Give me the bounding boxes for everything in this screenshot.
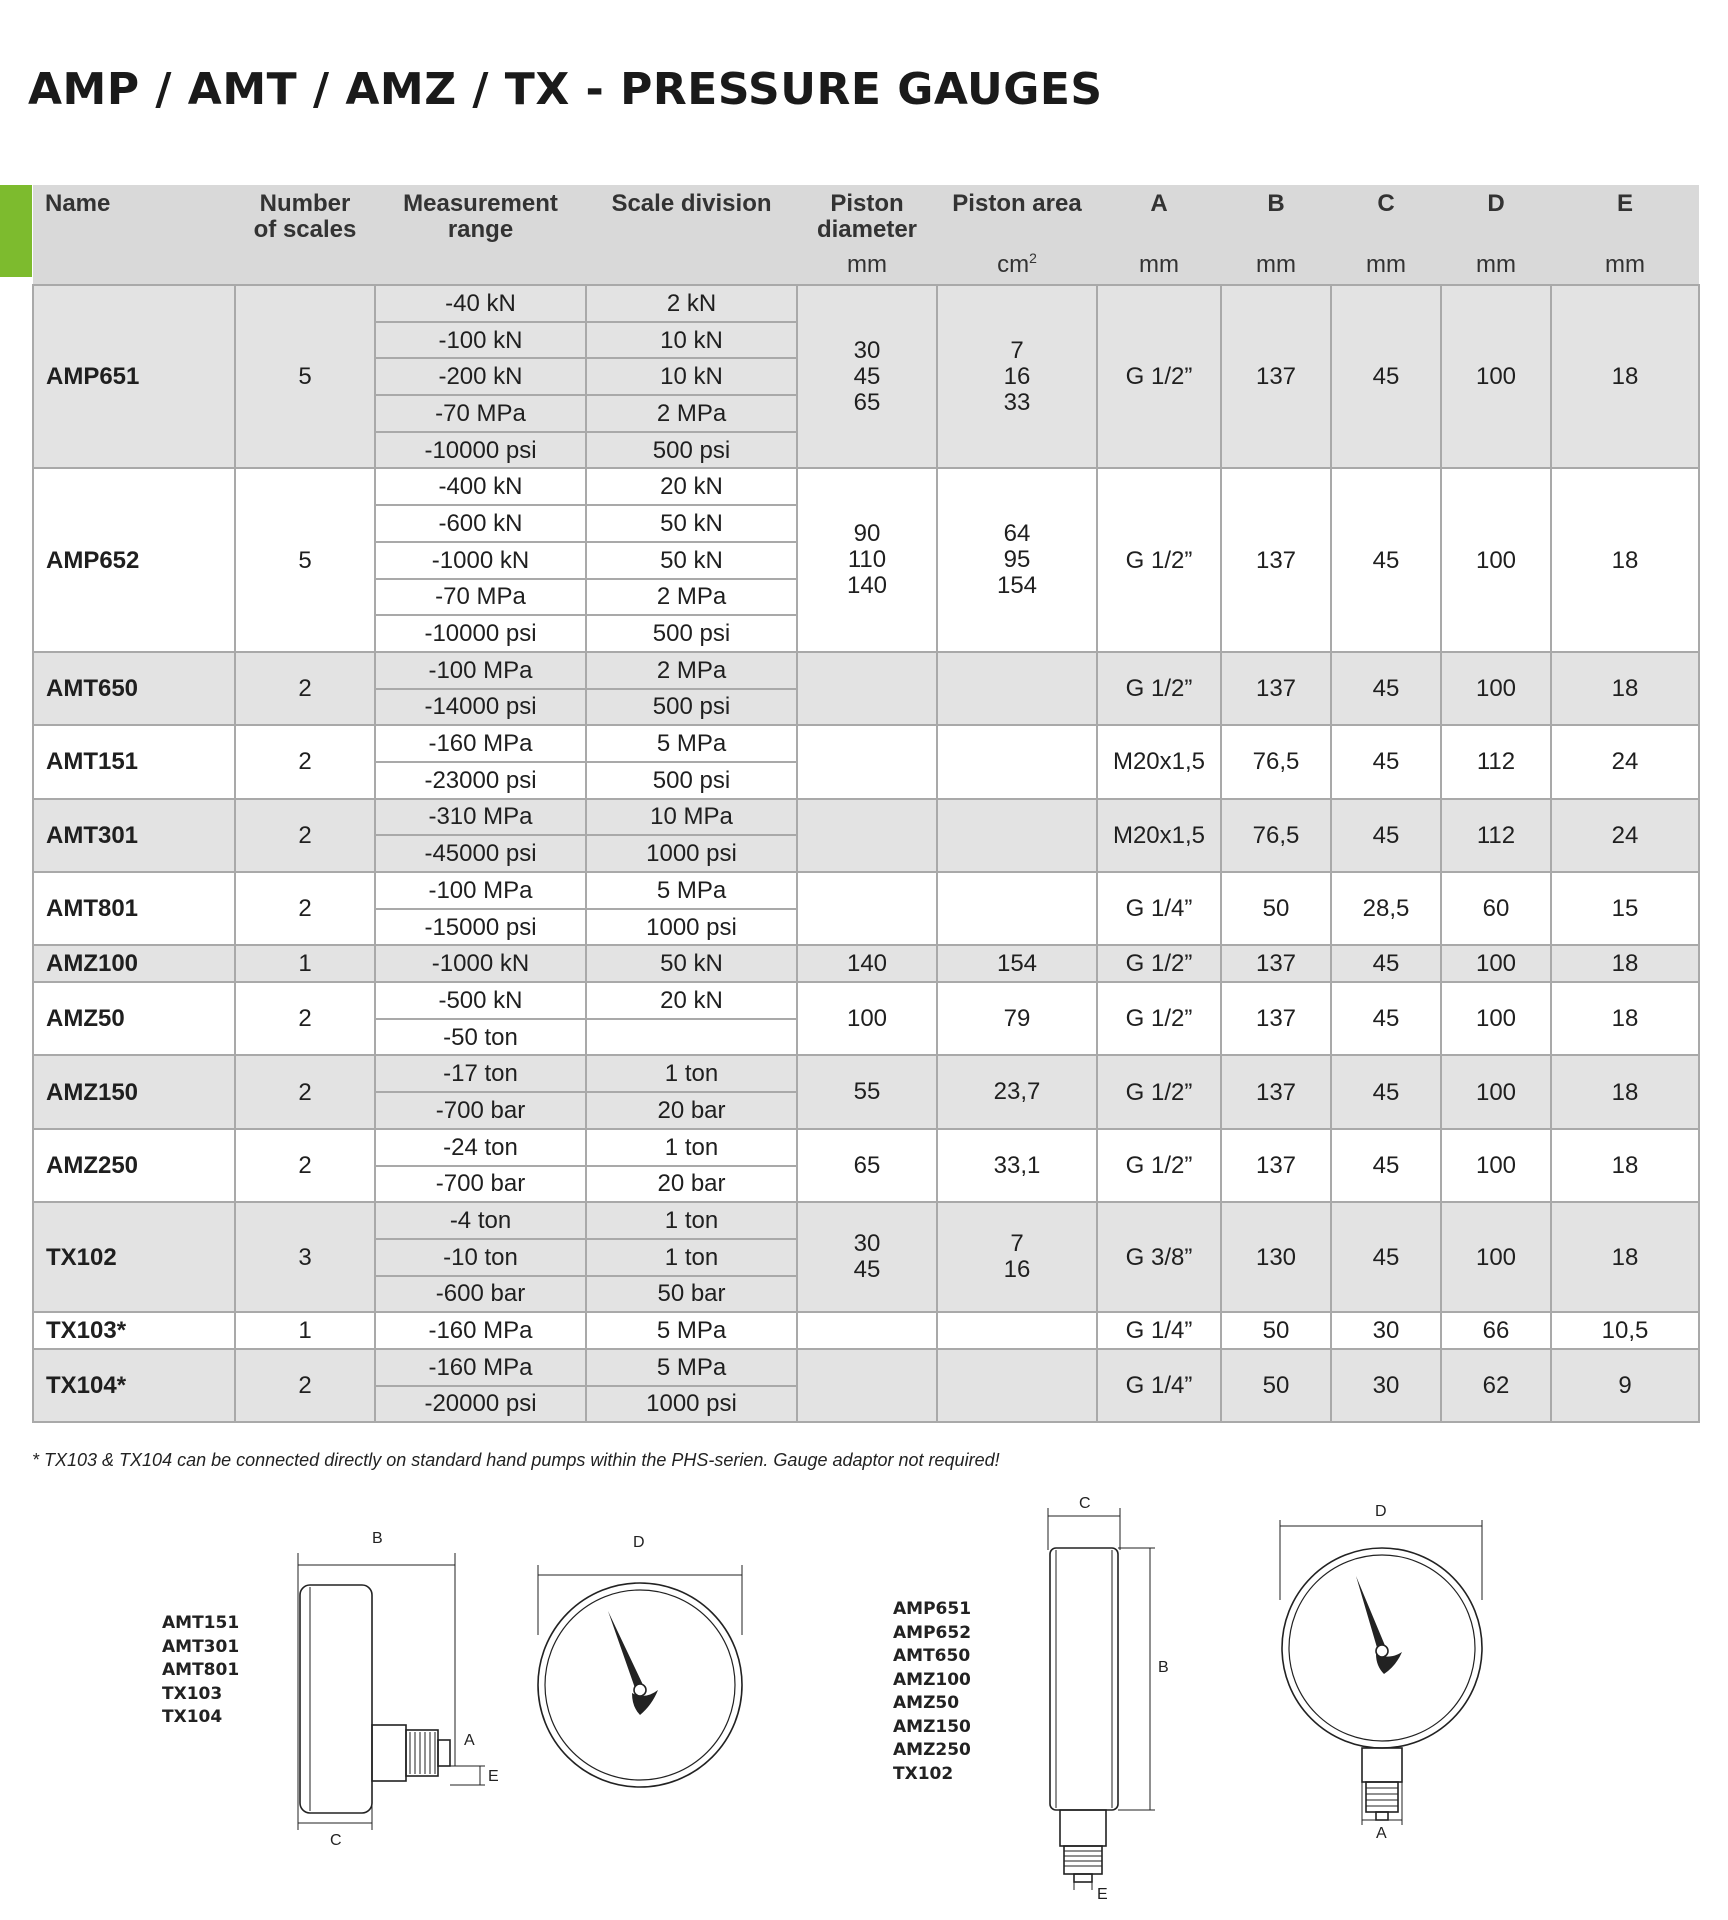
scale-division-cell: 1000 psi: [586, 1386, 797, 1423]
scale-division-cell: 20 kN: [586, 982, 797, 1019]
measurement-range-cell: -400 kN: [375, 468, 586, 505]
measurement-range-cell: -200 kN: [375, 358, 586, 395]
header-d: D: [1441, 185, 1551, 245]
measurement-range-cell: -1000 kN: [375, 945, 586, 982]
dim-e-cell: 18: [1551, 945, 1699, 982]
measurement-range-cell: -15000 psi: [375, 909, 586, 946]
scale-division-cell: 2 kN: [586, 285, 797, 322]
dim-b-cell: 137: [1221, 468, 1331, 651]
number-of-scales-cell: 5: [235, 285, 375, 468]
scale-division-cell: [586, 1019, 797, 1056]
dim-a-cell: G 1/2”: [1097, 652, 1221, 725]
measurement-range-cell: -600 bar: [375, 1276, 586, 1313]
measurement-range-cell: -100 MPa: [375, 652, 586, 689]
dim-b-cell: 137: [1221, 1129, 1331, 1202]
dim-d-cell: 100: [1441, 468, 1551, 651]
left-model-list: [162, 1612, 239, 1730]
dim-b-cell: 137: [1221, 652, 1331, 725]
number-of-scales-cell: 1: [235, 1312, 375, 1349]
measurement-range-cell: -45000 psi: [375, 835, 586, 872]
table-row: [33, 945, 1699, 982]
dim-b-cell: 50: [1221, 1349, 1331, 1422]
measurement-range-cell: -1000 kN: [375, 542, 586, 579]
right-model-item: AMP652: [893, 1622, 972, 1643]
right-model-item: AMZ50: [893, 1693, 960, 1713]
piston-diameter-cell: [797, 1349, 937, 1422]
scale-division-cell: 10 kN: [586, 358, 797, 395]
table-row: [33, 468, 1699, 505]
measurement-range-cell: -10000 psi: [375, 615, 586, 652]
dim-c-cell: 30: [1331, 1312, 1441, 1349]
dim-d-cell: 112: [1441, 799, 1551, 872]
piston-area-cell: 23,7: [937, 1055, 1097, 1128]
measurement-range-cell: -40 kN: [375, 285, 586, 322]
right-model-item: AMZ100: [893, 1669, 971, 1690]
dim-a-cell: G 1/4”: [1097, 1349, 1221, 1422]
dim-c-cell: 45: [1331, 1129, 1441, 1202]
gauge-name-cell: TX104*: [33, 1349, 235, 1422]
number-of-scales-cell: 5: [235, 468, 375, 651]
dim-b-cell: 76,5: [1221, 725, 1331, 798]
dim-a-cell: M20x1,5: [1097, 799, 1221, 872]
header-measurement-range: Measurement range: [375, 185, 586, 285]
piston-diameter-cell: 140: [797, 945, 937, 982]
left-model-item: AMT151: [162, 1613, 240, 1633]
dim-label-d: D: [633, 1534, 645, 1551]
scale-division-cell: 10 kN: [586, 322, 797, 359]
bottom-mount-gauge-drawing: [1030, 1490, 1530, 1890]
header-scale-division: Scale division: [586, 185, 797, 285]
measurement-range-cell: -100 MPa: [375, 872, 586, 909]
scale-division-cell: 500 psi: [586, 432, 797, 469]
dim-e-cell: 18: [1551, 468, 1699, 651]
unit-a: mm: [1097, 245, 1221, 285]
dim-a-cell: G 1/2”: [1097, 982, 1221, 1055]
scale-division-cell: 5 MPa: [586, 1349, 797, 1386]
piston-diameter-cell: [797, 652, 937, 725]
header-number-of-scales: Number of scales: [235, 185, 375, 285]
piston-diameter-cell: [797, 1312, 937, 1349]
dim-c-cell: 30: [1331, 1349, 1441, 1422]
table-row: [33, 652, 1699, 689]
dim-label-e: E: [1097, 1886, 1108, 1903]
dim-e-cell: 18: [1551, 1055, 1699, 1128]
dim-c-cell: 45: [1331, 652, 1441, 725]
piston-diameter-cell: [797, 725, 937, 798]
scale-division-cell: 50 kN: [586, 945, 797, 982]
dim-e-cell: 18: [1551, 1129, 1699, 1202]
dim-a-cell: G 1/2”: [1097, 1129, 1221, 1202]
gauge-name-cell: AMZ100: [33, 945, 235, 982]
piston-area-cell: 64 95 154: [937, 468, 1097, 651]
dim-a-cell: G 3/8”: [1097, 1202, 1221, 1312]
scale-division-cell: 1 ton: [586, 1129, 797, 1166]
table-row: [33, 725, 1699, 762]
dim-b-cell: 137: [1221, 285, 1331, 468]
left-model-item: AMT801: [162, 1660, 240, 1680]
page-title: AMP / AMT / AMZ / TX - PRESSURE GAUGES: [28, 64, 1103, 115]
table-row: [33, 982, 1699, 1019]
piston-area-cell: [937, 799, 1097, 872]
scale-division-cell: 5 MPa: [586, 1312, 797, 1349]
dim-e-cell: 18: [1551, 1202, 1699, 1312]
dim-d-cell: 100: [1441, 1055, 1551, 1128]
measurement-range-cell: -17 ton: [375, 1055, 586, 1092]
measurement-range-cell: -700 bar: [375, 1166, 586, 1203]
dim-d-cell: 100: [1441, 982, 1551, 1055]
piston-area-cell: 7 16: [937, 1202, 1097, 1312]
right-model-item: TX102: [893, 1763, 954, 1784]
dim-label-e: E: [488, 1768, 499, 1785]
piston-area-cell: [937, 872, 1097, 945]
unit-piston-area: $cm^2$: [937, 245, 1097, 285]
left-model-item: AMT301: [162, 1636, 240, 1657]
unit-b: mm: [1221, 245, 1331, 285]
dim-d-cell: 60: [1441, 872, 1551, 945]
piston-diameter-cell: 55: [797, 1055, 937, 1128]
scale-division-cell: 2 MPa: [586, 395, 797, 432]
number-of-scales-cell: 2: [235, 982, 375, 1055]
measurement-range-cell: -10000 psi: [375, 432, 586, 469]
dim-a-cell: G 1/2”: [1097, 468, 1221, 651]
dim-d-cell: 100: [1441, 1202, 1551, 1312]
dim-d-cell: 66: [1441, 1312, 1551, 1349]
dim-b-cell: 76,5: [1221, 799, 1331, 872]
gauge-name-cell: AMZ250: [33, 1129, 235, 1202]
dim-c-cell: 45: [1331, 1202, 1441, 1312]
number-of-scales-cell: 2: [235, 872, 375, 945]
number-of-scales-cell: 2: [235, 1129, 375, 1202]
table-row: [33, 799, 1699, 836]
piston-area-cell: [937, 1349, 1097, 1422]
piston-diameter-cell: 30 45: [797, 1202, 937, 1312]
gauge-name-cell: TX103*: [33, 1312, 235, 1349]
right-model-item: AMT650: [893, 1646, 971, 1666]
dim-b-cell: 137: [1221, 945, 1331, 982]
dim-e-cell: 18: [1551, 285, 1699, 468]
dim-e-cell: 9: [1551, 1349, 1699, 1422]
measurement-range-cell: -160 MPa: [375, 1312, 586, 1349]
gauge-name-cell: AMP652: [33, 468, 235, 651]
gauge-name-cell: AMZ50: [33, 982, 235, 1055]
header-b: B: [1221, 185, 1331, 245]
left-model-item: TX103: [162, 1683, 223, 1704]
dim-c-cell: 45: [1331, 468, 1441, 651]
scale-division-cell: 50 kN: [586, 505, 797, 542]
dim-b-cell: 50: [1221, 1312, 1331, 1349]
right-model-item: AMZ150: [893, 1716, 971, 1737]
number-of-scales-cell: 2: [235, 1055, 375, 1128]
dim-c-cell: 28,5: [1331, 872, 1441, 945]
measurement-range-cell: -310 MPa: [375, 799, 586, 836]
dim-b-cell: 50: [1221, 872, 1331, 945]
unit-c: mm: [1331, 245, 1441, 285]
right-model-list: [893, 1598, 971, 1786]
header-c: C: [1331, 185, 1441, 245]
measurement-range-cell: -600 kN: [375, 505, 586, 542]
scale-division-cell: 5 MPa: [586, 872, 797, 909]
footnote: * TX103 & TX104 can be connected directly on standard hand pumps within the PHS-serien. Gauge adaptor not required!: [32, 1450, 1000, 1470]
gauge-name-cell: AMT650: [33, 652, 235, 725]
measurement-range-cell: -70 MPa: [375, 395, 586, 432]
dim-label-b: B: [372, 1530, 383, 1547]
scale-division-cell: 500 psi: [586, 762, 797, 799]
piston-diameter-cell: 90 110 140: [797, 468, 937, 651]
dim-d-cell: 100: [1441, 1129, 1551, 1202]
scale-division-cell: 50 bar: [586, 1276, 797, 1313]
dim-label-c: C: [1079, 1495, 1091, 1512]
scale-division-cell: 1 ton: [586, 1055, 797, 1092]
dim-d-cell: 112: [1441, 725, 1551, 798]
measurement-range-cell: -100 kN: [375, 322, 586, 359]
header-name: Name: [33, 185, 235, 285]
dim-c-cell: 45: [1331, 799, 1441, 872]
scale-division-cell: 20 kN: [586, 468, 797, 505]
dim-label-d: D: [1375, 1503, 1387, 1520]
piston-diameter-cell: 100: [797, 982, 937, 1055]
measurement-range-cell: -70 MPa: [375, 579, 586, 616]
dim-e-cell: 24: [1551, 725, 1699, 798]
dim-a-cell: G 1/4”: [1097, 1312, 1221, 1349]
header-piston-area: Piston area: [937, 185, 1097, 245]
header-a: A: [1097, 185, 1221, 245]
scale-division-cell: 50 kN: [586, 542, 797, 579]
right-model-item: AMP651: [893, 1599, 972, 1619]
unit-d: mm: [1441, 245, 1551, 285]
scale-division-cell: 20 bar: [586, 1092, 797, 1129]
measurement-range-cell: -160 MPa: [375, 725, 586, 762]
scale-division-cell: 1 ton: [586, 1239, 797, 1276]
piston-diameter-cell: [797, 872, 937, 945]
gauge-name-cell: AMT301: [33, 799, 235, 872]
dim-d-cell: 100: [1441, 285, 1551, 468]
scale-division-cell: 1000 psi: [586, 835, 797, 872]
dim-a-cell: G 1/2”: [1097, 945, 1221, 982]
measurement-range-cell: -23000 psi: [375, 762, 586, 799]
scale-division-cell: 2 MPa: [586, 579, 797, 616]
gauge-name-cell: AMT151: [33, 725, 235, 798]
measurement-range-cell: -24 ton: [375, 1129, 586, 1166]
dim-label-a: A: [464, 1732, 475, 1749]
scale-division-cell: 20 bar: [586, 1166, 797, 1203]
dim-label-a: A: [1376, 1825, 1387, 1842]
unit-e: mm: [1551, 245, 1699, 285]
back-mount-gauge-drawing: [280, 1525, 760, 1855]
piston-area-cell: 79: [937, 982, 1097, 1055]
table-row: [33, 1129, 1699, 1166]
header-piston-diameter: Piston diameter: [797, 185, 937, 245]
dim-a-cell: G 1/2”: [1097, 285, 1221, 468]
scale-division-cell: 500 psi: [586, 689, 797, 726]
table-row: [33, 1055, 1699, 1092]
gauge-name-cell: AMZ150: [33, 1055, 235, 1128]
measurement-range-cell: -50 ton: [375, 1019, 586, 1056]
scale-division-cell: 2 MPa: [586, 652, 797, 689]
dim-d-cell: 100: [1441, 652, 1551, 725]
number-of-scales-cell: 1: [235, 945, 375, 982]
number-of-scales-cell: 2: [235, 1349, 375, 1422]
number-of-scales-cell: 2: [235, 725, 375, 798]
table-row: [33, 1202, 1699, 1239]
number-of-scales-cell: 2: [235, 652, 375, 725]
dim-e-cell: 18: [1551, 652, 1699, 725]
measurement-range-cell: -20000 psi: [375, 1386, 586, 1423]
unit-piston-diameter: mm: [797, 245, 937, 285]
measurement-range-cell: -160 MPa: [375, 1349, 586, 1386]
measurement-range-cell: -4 ton: [375, 1202, 586, 1239]
scale-division-cell: 500 psi: [586, 615, 797, 652]
accent-bar: [0, 185, 32, 277]
piston-diameter-cell: 30 45 65: [797, 285, 937, 468]
scale-division-cell: 5 MPa: [586, 725, 797, 762]
dim-label-c: C: [330, 1832, 342, 1849]
dim-a-cell: M20x1,5: [1097, 725, 1221, 798]
piston-area-cell: [937, 725, 1097, 798]
dim-e-cell: 24: [1551, 799, 1699, 872]
measurement-range-cell: -700 bar: [375, 1092, 586, 1129]
measurement-range-cell: -500 kN: [375, 982, 586, 1019]
right-model-item: AMZ250: [893, 1740, 971, 1760]
gauge-name-cell: TX102: [33, 1202, 235, 1312]
dim-b-cell: 137: [1221, 982, 1331, 1055]
dim-c-cell: 45: [1331, 285, 1441, 468]
piston-area-cell: [937, 1312, 1097, 1349]
scale-division-cell: 1 ton: [586, 1202, 797, 1239]
dim-b-cell: 130: [1221, 1202, 1331, 1312]
number-of-scales-cell: 3: [235, 1202, 375, 1312]
piston-area-cell: [937, 652, 1097, 725]
table-row: [33, 1349, 1699, 1386]
dim-b-cell: 137: [1221, 1055, 1331, 1128]
dim-d-cell: 62: [1441, 1349, 1551, 1422]
dim-e-cell: 18: [1551, 982, 1699, 1055]
dim-c-cell: 45: [1331, 945, 1441, 982]
piston-diameter-cell: [797, 799, 937, 872]
left-model-item: TX104: [162, 1707, 223, 1727]
piston-area-cell: 7 16 33: [937, 285, 1097, 468]
table-row: [33, 285, 1699, 322]
measurement-range-cell: -14000 psi: [375, 689, 586, 726]
dim-c-cell: 45: [1331, 1055, 1441, 1128]
dim-label-b: B: [1158, 1659, 1169, 1676]
number-of-scales-cell: 2: [235, 799, 375, 872]
dim-e-cell: 15: [1551, 872, 1699, 945]
piston-area-cell: 154: [937, 945, 1097, 982]
dim-e-cell: 10,5: [1551, 1312, 1699, 1349]
piston-diameter-cell: 65: [797, 1129, 937, 1202]
piston-area-cell: 33,1: [937, 1129, 1097, 1202]
gauge-name-cell: AMT801: [33, 872, 235, 945]
dim-c-cell: 45: [1331, 982, 1441, 1055]
dim-c-cell: 45: [1331, 725, 1441, 798]
measurement-range-cell: -10 ton: [375, 1239, 586, 1276]
table-row: [33, 872, 1699, 909]
header-e: E: [1551, 185, 1699, 245]
gauge-name-cell: AMP651: [33, 285, 235, 468]
dim-a-cell: G 1/2”: [1097, 1055, 1221, 1128]
dim-d-cell: 100: [1441, 945, 1551, 982]
specs-table: [32, 185, 1700, 1423]
dim-a-cell: G 1/4”: [1097, 872, 1221, 945]
scale-division-cell: 1000 psi: [586, 909, 797, 946]
table-row: [33, 1312, 1699, 1349]
scale-division-cell: 10 MPa: [586, 799, 797, 836]
